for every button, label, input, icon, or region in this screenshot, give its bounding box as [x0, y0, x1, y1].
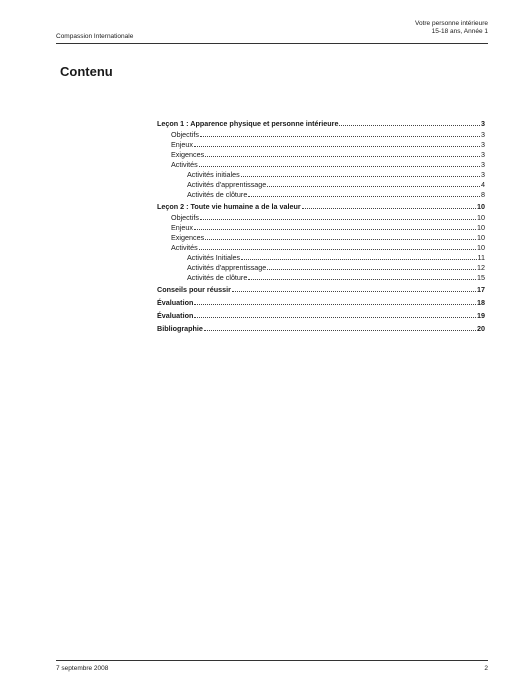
toc-entry[interactable]: [157, 180, 485, 190]
toc-entry-page: 3: [481, 150, 485, 159]
toc-entry-page: 10: [477, 213, 485, 222]
toc-entry-label: Activités d'apprentissage: [187, 263, 267, 272]
toc-leader-dots: [241, 175, 480, 177]
toc-entry-label: Leçon 2 : Toute vie humaine a de la valeur: [157, 202, 301, 211]
toc-entry-page: 19: [477, 311, 485, 320]
toc-entry-page: 10: [477, 243, 485, 252]
toc-leader-dots: [241, 258, 476, 260]
toc-entry[interactable]: [157, 324, 485, 335]
toc-leader-dots: [194, 228, 476, 230]
table-of-contents: [157, 119, 485, 335]
toc-entry[interactable]: [157, 298, 485, 309]
toc-leader-dots: [248, 278, 476, 280]
toc-entry-label: Leçon 1 : Apparence physique et personne intérieure: [157, 119, 339, 128]
toc-entry-page: 3: [481, 140, 485, 149]
toc-entry-page: 15: [477, 273, 485, 282]
toc-entry[interactable]: [157, 233, 485, 243]
toc-entry-label: Exigences: [171, 233, 205, 242]
toc-leader-dots: [267, 268, 476, 270]
toc-leader-dots: [205, 155, 480, 157]
toc-leader-dots: [204, 329, 476, 331]
page-footer: [56, 660, 488, 675]
toc-leader-dots: [194, 303, 476, 305]
page-header: [56, 20, 488, 44]
toc-entry-page: 12: [477, 263, 485, 272]
toc-entry-page: 10: [477, 233, 485, 242]
toc-leader-dots: [302, 207, 476, 209]
toc-entry-page: 3: [481, 130, 485, 139]
header-document-info: [415, 20, 488, 36]
toc-leader-dots: [194, 316, 476, 318]
toc-entry[interactable]: [157, 311, 485, 322]
footer-page-number: 2: [484, 665, 488, 672]
toc-leader-dots: [194, 145, 480, 147]
toc-leader-dots: [248, 195, 480, 197]
toc-leader-dots: [200, 218, 476, 220]
toc-entry-page: 3: [481, 119, 485, 128]
toc-entry[interactable]: [157, 285, 485, 296]
toc-entry[interactable]: [157, 253, 485, 263]
header-audience: 15-18 ans, Année 1: [431, 28, 488, 35]
toc-entry[interactable]: [157, 119, 485, 130]
toc-entry-label: Bibliographie: [157, 324, 203, 333]
toc-entry-label: Activités de clôture: [187, 273, 248, 282]
toc-entry-label: Enjeux: [171, 140, 193, 149]
toc-entry[interactable]: [157, 190, 485, 200]
toc-entry[interactable]: [157, 213, 485, 223]
toc-entry[interactable]: [157, 243, 485, 253]
toc-entry-label: Activités initiales: [187, 170, 240, 179]
toc-entry-page: 3: [481, 160, 485, 169]
toc-entry[interactable]: [157, 140, 485, 150]
page-title: Contenu: [60, 64, 113, 79]
toc-entry-page: 10: [477, 202, 485, 211]
toc-leader-dots: [199, 248, 476, 250]
toc-entry[interactable]: [157, 150, 485, 160]
toc-leader-dots: [205, 238, 476, 240]
toc-entry-label: Évaluation: [157, 298, 194, 307]
toc-entry-page: 8: [481, 190, 485, 199]
toc-entry-page: 20: [477, 324, 485, 333]
header-document-title: Votre personne intérieure: [415, 20, 488, 27]
toc-entry[interactable]: [157, 170, 485, 180]
toc-entry[interactable]: [157, 160, 485, 170]
toc-leader-dots: [232, 290, 476, 292]
toc-entry-page: 18: [477, 298, 485, 307]
footer-date: 7 septembre 2008: [56, 665, 109, 672]
toc-entry-page: 3: [481, 170, 485, 179]
toc-leader-dots: [339, 124, 480, 126]
toc-entry-page: 11: [477, 253, 485, 262]
toc-entry-page: 10: [477, 223, 485, 232]
toc-entry-label: Enjeux: [171, 223, 193, 232]
toc-entry-label: Évaluation: [157, 311, 194, 320]
toc-entry-page: 17: [477, 285, 485, 294]
toc-entry[interactable]: [157, 273, 485, 283]
header-organization: Compassion Internationale: [56, 33, 134, 40]
toc-entry[interactable]: [157, 223, 485, 233]
toc-entry-label: Conseils pour réussir: [157, 285, 231, 294]
toc-entry-label: Activités: [171, 243, 198, 252]
toc-leader-dots: [267, 185, 480, 187]
toc-entry-label: Activités d'apprentissage: [187, 180, 267, 189]
toc-entry-label: Objectifs: [171, 213, 199, 222]
toc-entry-page: 4: [481, 180, 485, 189]
toc-entry[interactable]: [157, 202, 485, 213]
toc-entry-label: Activités Initiales: [187, 253, 241, 262]
toc-entry-label: Exigences: [171, 150, 205, 159]
toc-entry[interactable]: [157, 263, 485, 273]
toc-entry-label: Objectifs: [171, 130, 199, 139]
toc-entry-label: Activités: [171, 160, 198, 169]
toc-leader-dots: [200, 135, 480, 137]
toc-entry-label: Activités de clôture: [187, 190, 248, 199]
toc-leader-dots: [199, 165, 480, 167]
toc-entry[interactable]: [157, 130, 485, 140]
